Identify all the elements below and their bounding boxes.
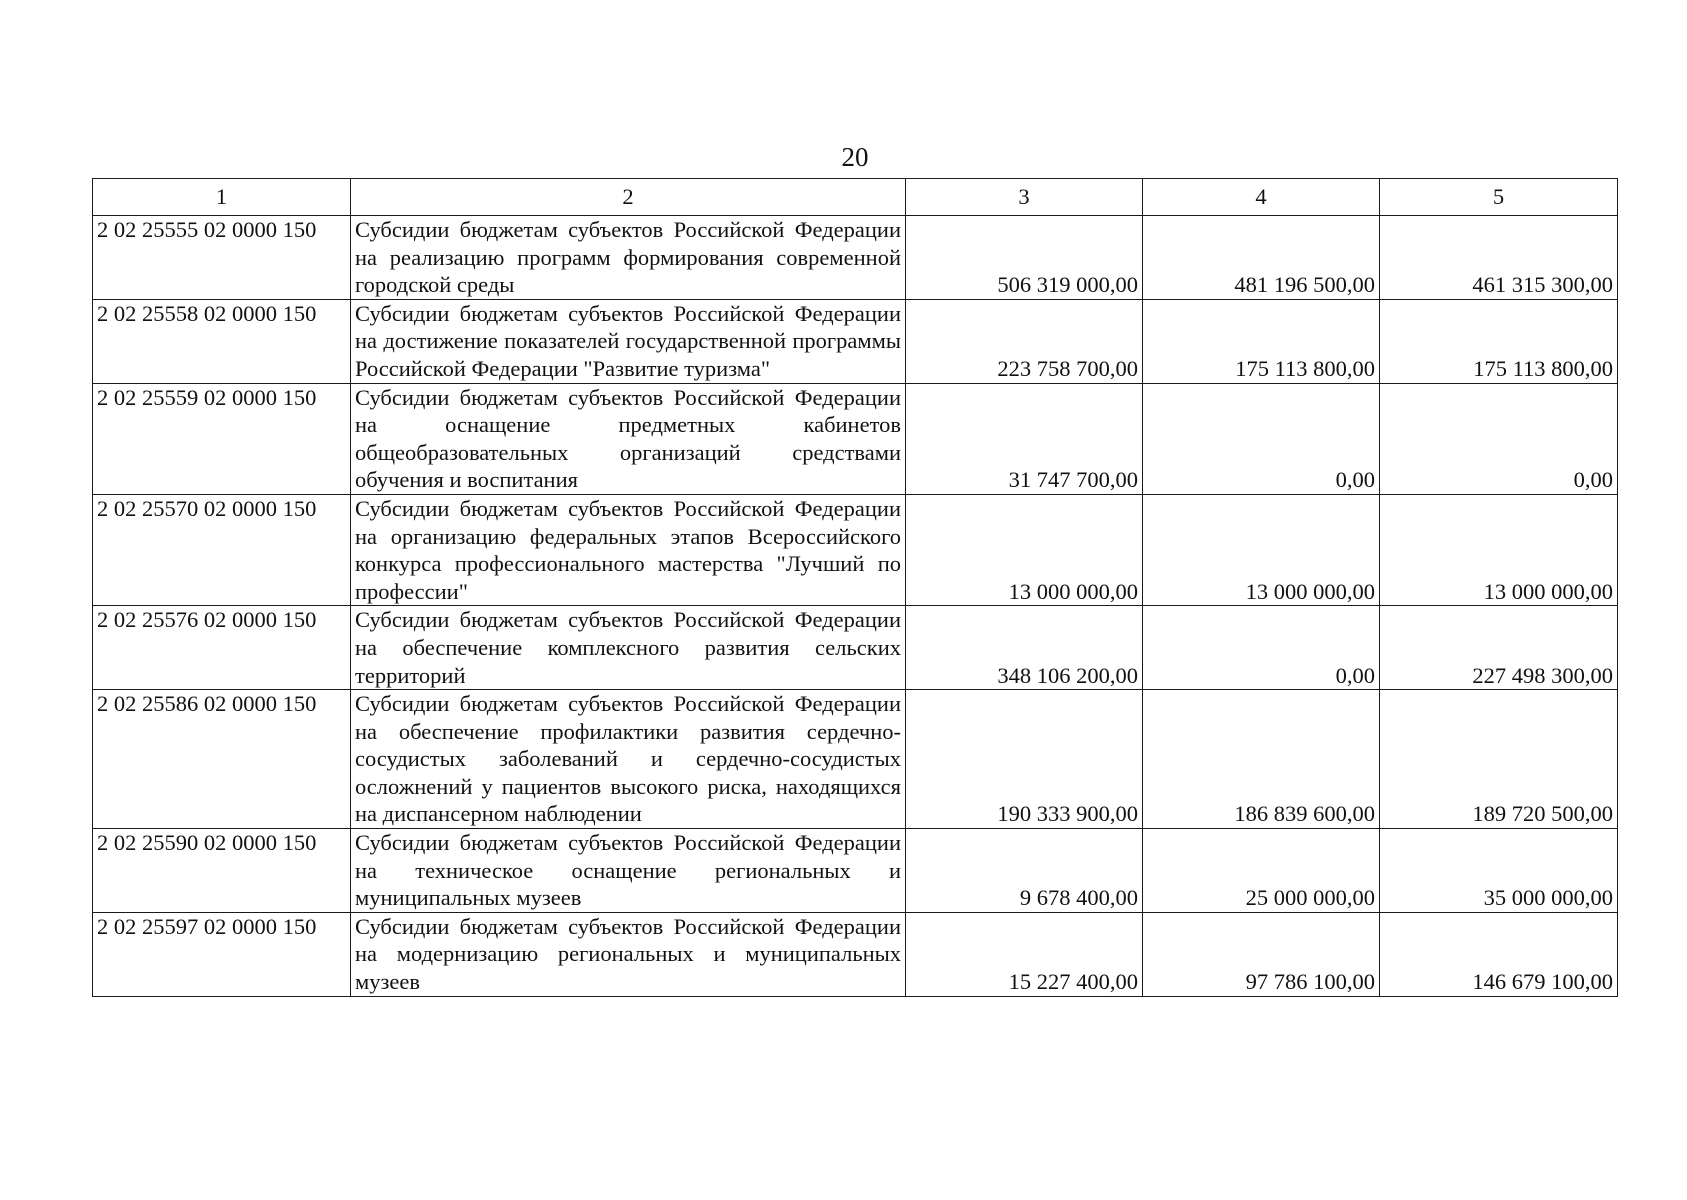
amount-col4: 25 000 000,00 [1143, 829, 1380, 913]
table-row [93, 383, 1618, 494]
column-header-5: 5 [1380, 179, 1618, 216]
amount-col3: 15 227 400,00 [906, 912, 1143, 996]
amount-col3: 9 678 400,00 [906, 829, 1143, 913]
budget-description: Субсидии бюджетам субъектов Российской Федерации на обеспечение профилактики развития сердечно-сосудистых заболеваний и сердечно-сосудистых осложнений у пациентов высокого риска, находящихся на диспансерном наблюдении [351, 690, 906, 829]
amount-col3: 190 333 900,00 [906, 690, 1143, 829]
table-row [93, 494, 1618, 605]
table-row [93, 912, 1618, 996]
budget-code: 2 02 25570 02 0000 150 [93, 494, 351, 605]
amount-col5: 189 720 500,00 [1380, 690, 1618, 829]
table-row [93, 216, 1618, 300]
amount-col3: 223 758 700,00 [906, 299, 1143, 383]
budget-description: Субсидии бюджетам субъектов Российской Федерации на техническое оснащение региональных и муниципальных музеев [351, 829, 906, 913]
budget-description: Субсидии бюджетам субъектов Российской Федерации на оснащение предметных кабинетов общеобразовательных организаций средствами обучения и воспитания [351, 383, 906, 494]
column-header-2: 2 [351, 179, 906, 216]
budget-description: Субсидии бюджетам субъектов Российской Федерации на достижение показателей государственной программы Российской Федерации "Развитие туризма" [351, 299, 906, 383]
budget-code: 2 02 25590 02 0000 150 [93, 829, 351, 913]
amount-col5: 146 679 100,00 [1380, 912, 1618, 996]
amount-col4: 97 786 100,00 [1143, 912, 1380, 996]
budget-code: 2 02 25558 02 0000 150 [93, 299, 351, 383]
budget-code: 2 02 25576 02 0000 150 [93, 606, 351, 690]
column-header-1: 1 [93, 179, 351, 216]
budget-description: Субсидии бюджетам субъектов Российской Федерации на реализацию программ формирования современной городской среды [351, 216, 906, 300]
amount-col3: 506 319 000,00 [906, 216, 1143, 300]
amount-col5: 461 315 300,00 [1380, 216, 1618, 300]
table-row [93, 606, 1618, 690]
amount-col4: 13 000 000,00 [1143, 494, 1380, 605]
budget-description: Субсидии бюджетам субъектов Российской Федерации на модернизацию региональных и муниципальных музеев [351, 912, 906, 996]
amount-col5: 175 113 800,00 [1380, 299, 1618, 383]
amount-col4: 175 113 800,00 [1143, 299, 1380, 383]
amount-col4: 0,00 [1143, 383, 1380, 494]
page-number: 20 [841, 142, 869, 172]
budget-description: Субсидии бюджетам субъектов Российской Федерации на организацию федеральных этапов Всероссийского конкурса профессионального мастерства "Лучший по профессии" [351, 494, 906, 605]
table-row [93, 829, 1618, 913]
column-header-4: 4 [1143, 179, 1380, 216]
budget-code: 2 02 25586 02 0000 150 [93, 690, 351, 829]
budget-code: 2 02 25555 02 0000 150 [93, 216, 351, 300]
budget-code: 2 02 25559 02 0000 150 [93, 383, 351, 494]
amount-col3: 348 106 200,00 [906, 606, 1143, 690]
table-row [93, 690, 1618, 829]
amount-col5: 227 498 300,00 [1380, 606, 1618, 690]
budget-code: 2 02 25597 02 0000 150 [93, 912, 351, 996]
amount-col5: 0,00 [1380, 383, 1618, 494]
amount-col3: 13 000 000,00 [906, 494, 1143, 605]
budget-table [92, 178, 1618, 997]
table-row [93, 299, 1618, 383]
amount-col4: 0,00 [1143, 606, 1380, 690]
amount-col4: 186 839 600,00 [1143, 690, 1380, 829]
amount-col5: 35 000 000,00 [1380, 829, 1618, 913]
column-header-3: 3 [906, 179, 1143, 216]
header-row [93, 179, 1618, 216]
amount-col5: 13 000 000,00 [1380, 494, 1618, 605]
amount-col3: 31 747 700,00 [906, 383, 1143, 494]
budget-description: Субсидии бюджетам субъектов Российской Федерации на обеспечение комплексного развития сельских территорий [351, 606, 906, 690]
amount-col4: 481 196 500,00 [1143, 216, 1380, 300]
